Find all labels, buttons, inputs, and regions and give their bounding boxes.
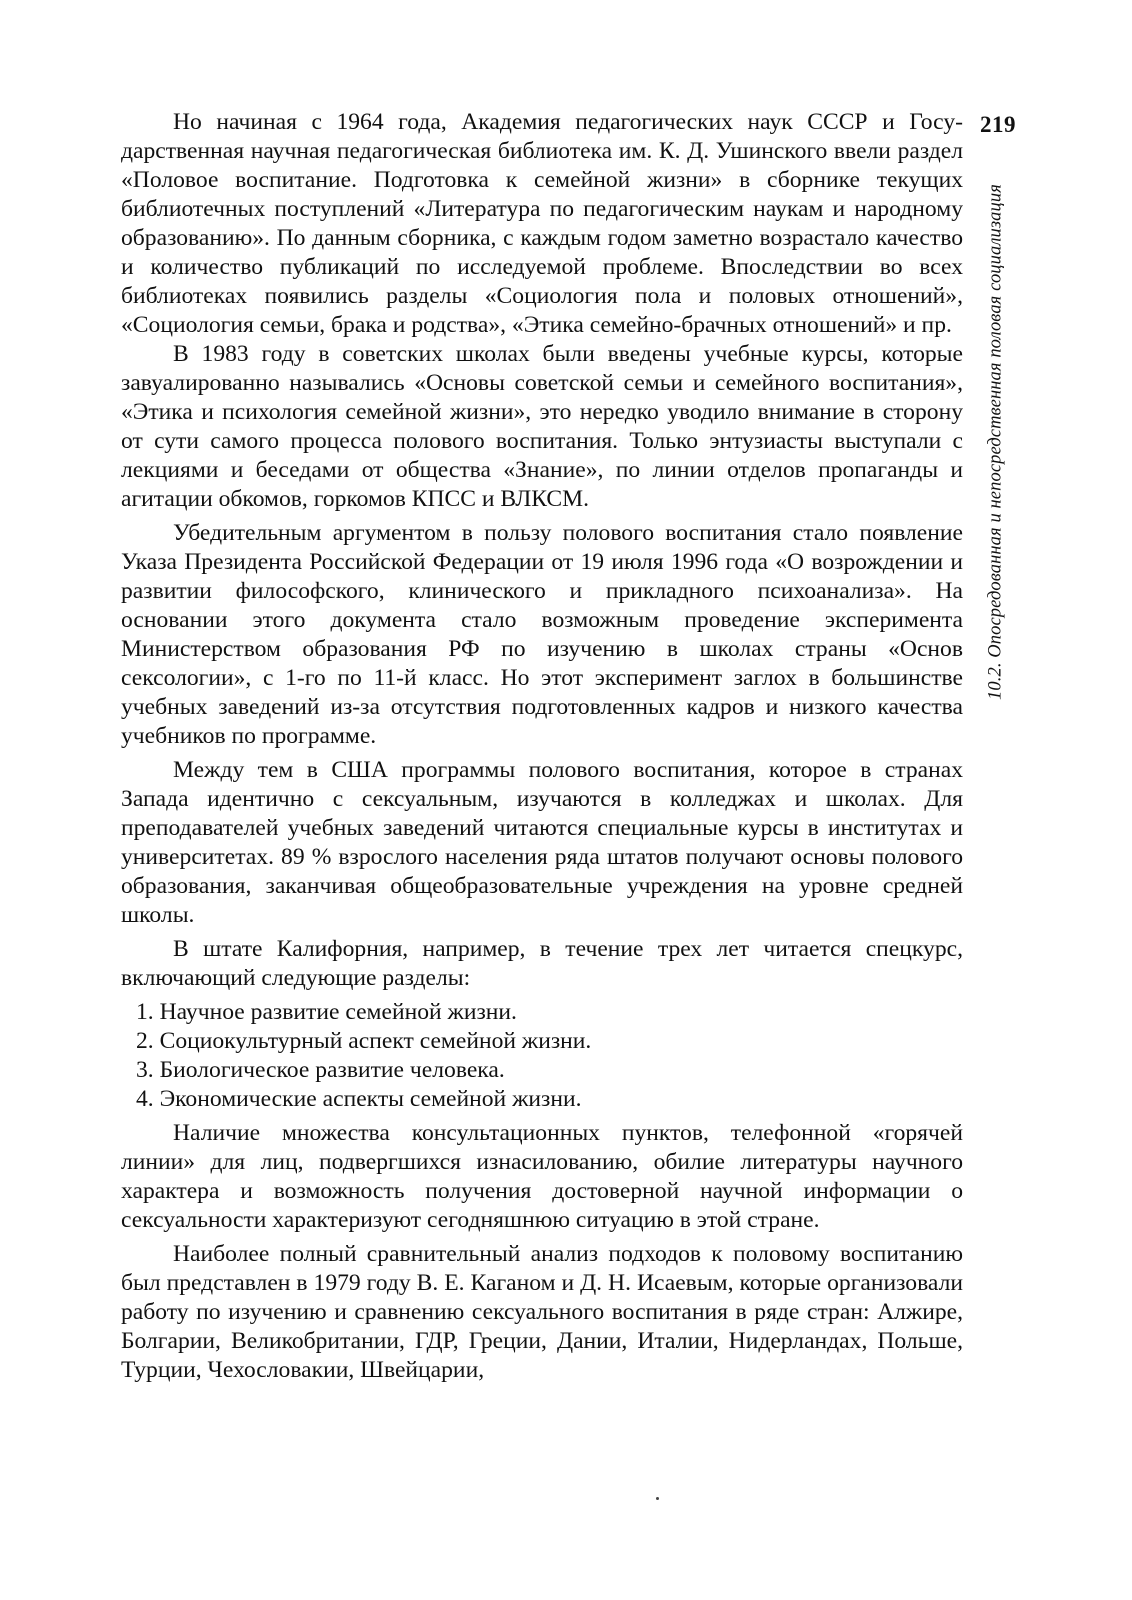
paragraph: Между тем в США программы полового воспитания, которое в странах Запада идентично с сексуальным, изучаются в колледжах и школах. Для преподавателей учебных заведений читаются специальные курсы в институтах и университетах. 89 % взрослого населения ряда штатов получают основы полового образования, заканчивая общеобразовательные учреждения на уровне средней школы. (121, 757, 963, 928)
running-head-text: 10.2. Опосредованная и непосредственная половая социализация (985, 184, 1006, 700)
text-column (121, 108, 963, 1385)
paragraph: В 1983 году в советских школах были введены учебные курсы, которые завуалированно назывались «Основы советской семьи и семейного воспитания», «Этика и психология семейной жизни», это нередко уводило внимание в сторону от сути самого процесса полового воспитания. Только энтузиасты выступали с лекциями и беседами от общества «Знание», по линии отделов пропаганды и агитации обкомов, горкомов КПСС и ВЛКСМ. (121, 341, 963, 512)
paragraph: Наиболее полный сравнительный анализ подходов к половому воспитанию был представлен в 1979 году В. Е. Каганом и Д. Н. Исаевым, которые организовали работу по изучению и сравнению сексуального воспитания в ряде стран: Алжире, Болгарии, Великобритании, ГДР, Греции, Дании, Италии, Нидерландах, Польше, Турции, Чехословакии, Швейцарии, (121, 1241, 963, 1383)
paragraph: Убедительным аргументом в пользу полового воспитания стало появление Указа Президента Российской Федерации от 19 июля 1996 года «О возрождении и развитии философского, клинического и прикладного психоанализа». На основании этого документа стало возможным проведение эксперимента Министерством образования РФ по изучению в школах страны «Основ сексологии», с 1-го по 11-й класс. Но этот эксперимент заглох в большинстве учебных заведений из-за отсутствия подготовленных кадров и низкого качества учебников по программе. (121, 520, 963, 749)
paragraph: В штате Калифорния, например, в течение трех лет читается спецкурс, включающий следующие разделы: (121, 936, 963, 991)
list-item: 1. Научное развитие семейной жизни. (136, 999, 517, 1025)
scan-speck (656, 1497, 659, 1500)
list-item: 3. Биологическое развитие человека. (136, 1057, 505, 1083)
list-item: 4. Экономические аспекты семейной жизни. (136, 1086, 582, 1112)
paragraph: Но начиная с 1964 года, Академия педагогических наук СССР и Государственная научная педагогическая библиотека им. К. Д. Ушинского ввели раздел «Половое воспитание. Подготовка к семейной жизни» в сборнике текущих библиотечных поступлений «Литература по педагогическим наукам и народному образованию». По данным сборника, с каждым годом заметно возрастало качество и количество публикаций по исследуемой проблеме. Впоследствии во всех библиотеках появились разделы «Социология пола и половых отношений», «Социология семьи, брака и родства», «Этика семейно-брачных отношений» и пр. (121, 109, 963, 338)
section-list (121, 998, 963, 1114)
paragraph: Наличие множества консультационных пунктов, телефонной «горячей линии» для лиц, подвергшихся изнасилованию, обилие литературы научного характера и возможность получения достоверной научной информации о сексуальности характеризуют сегодняшнюю ситуацию в этой стране. (121, 1120, 963, 1233)
running-head (984, 138, 1008, 746)
list-item: 2. Социокультурный аспект семейной жизни. (136, 1028, 592, 1054)
page-number: 219 (980, 112, 1016, 137)
